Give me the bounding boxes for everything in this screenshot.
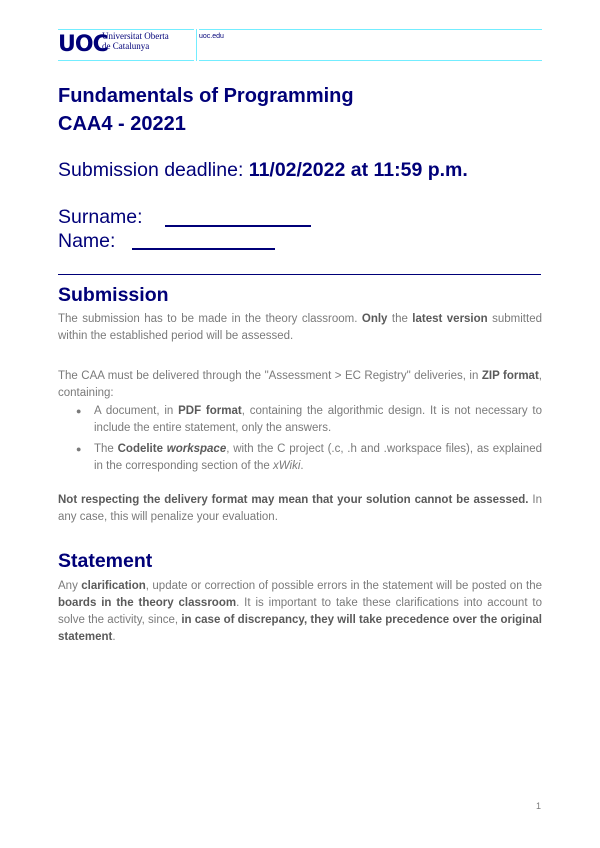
list-item: ● The Codelite workspace, with the C project (.c, .h and .workspace files), as explained in the corresponding section of the xWiki.: [58, 441, 542, 475]
deliverables-list: [58, 403, 542, 479]
page-header: [58, 29, 542, 61]
statement-heading: Statement: [58, 550, 153, 572]
name-blank: [132, 248, 275, 250]
submission-deadline: [58, 158, 468, 182]
uoc-website-link[interactable]: uoc.edu: [199, 33, 224, 40]
name-label: Name:: [58, 230, 116, 252]
statement-paragraph: Any clarification, update or correction of possible errors in the statement will be posted on the boards in the theory classroom. It is important to take these clarifications into account to solve the activity, since, in case of discrepancy, they will take precedence over the original statement.: [58, 580, 543, 643]
delivery-format-warning: Not respecting the delivery format may mean that your solution cannot be assessed. In any case, this will penalize your evaluation.: [58, 494, 542, 523]
surname-blank: [165, 225, 311, 227]
course-title: Fundamentals of Programming: [58, 85, 354, 107]
uoc-logo: UOC: [58, 32, 108, 57]
list-item: ● A document, in PDF format, containing the algorithmic design. It is not necessary to include the entire statement, only the answers.: [58, 403, 542, 437]
page-number: 1: [536, 801, 542, 811]
surname-label: Surname:: [58, 206, 143, 228]
course-code: CAA4 - 20221: [58, 113, 186, 135]
submission-heading: Submission: [58, 284, 169, 306]
submission-paragraph-1: The submission has to be made in the theory classroom. Only the latest version submitted within the established period will be assessed.: [58, 313, 542, 342]
deadline-value: 11/02/2022 at 11:59 p.m.: [248, 159, 468, 181]
submission-paragraph-2: The CAA must be delivered through the "Assessment > EC Registry" deliveries, in ZIP format, containing:: [58, 370, 542, 399]
uoc-logo-text: Universitat Oberta de Catalunya: [102, 31, 169, 51]
deadline-label: Submission deadline:: [58, 159, 249, 181]
divider: [58, 274, 541, 275]
